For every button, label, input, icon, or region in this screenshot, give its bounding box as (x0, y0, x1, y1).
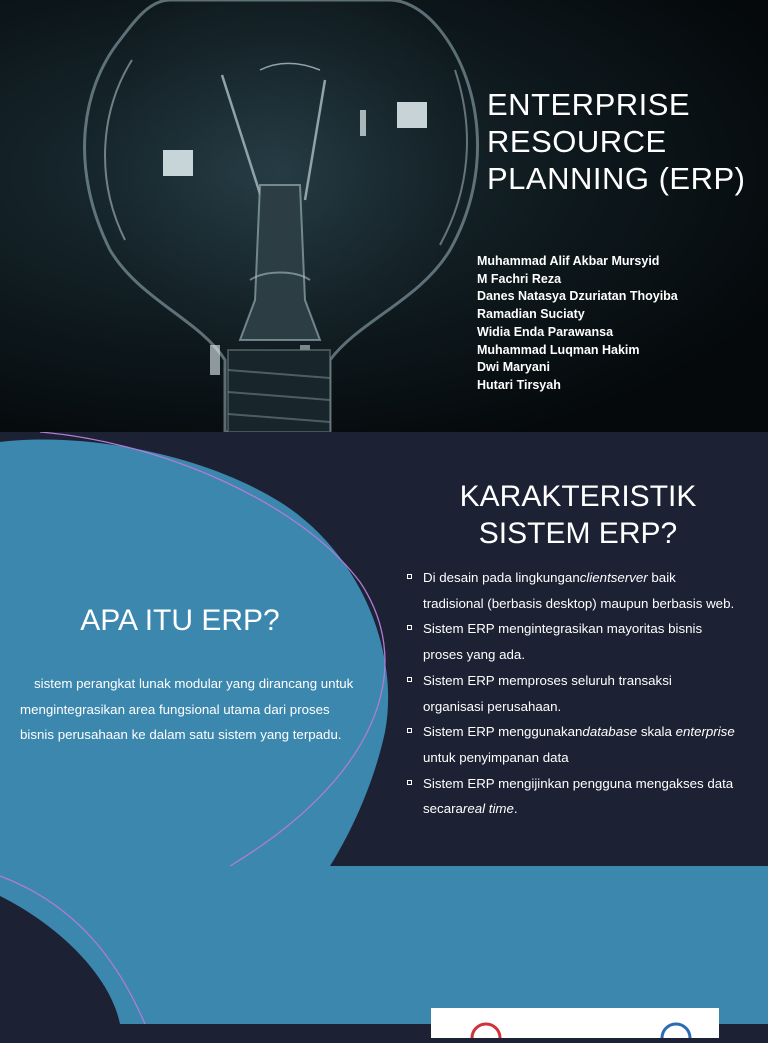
author-name: Dwi Maryani (477, 360, 550, 375)
author-name: M Fachri Reza (477, 271, 562, 286)
list-item: Di desain pada lingkunganclientserver baik tradisional (berbasis desktop) maupun berbasis web. (405, 565, 735, 616)
question-title: APA ITU ERP? (80, 604, 280, 637)
slide-title (0, 0, 768, 432)
characteristics-list (405, 565, 735, 822)
list-item: Sistem ERP memproses seluruh transaksi organisasi perusahaan. (405, 668, 735, 719)
square-bullet-icon (407, 780, 412, 785)
logo-icon (431, 1008, 719, 1038)
square-bullet-icon (407, 677, 412, 682)
author-name: Ramadian Suciaty (477, 307, 585, 322)
image-placeholder (431, 1008, 719, 1038)
characteristics-title: KARAKTERISTIK SISTEM ERP? (459, 480, 697, 550)
decorative-blob (0, 866, 768, 1024)
square-bullet-icon (407, 728, 412, 733)
list-item: Sistem ERP mengintegrasikan mayoritas bisnis proses yang ada. (405, 616, 735, 667)
author-name: Muhammad Alif Akbar Mursyid (477, 254, 660, 268)
list-item: Sistem ERP mengijinkan pengguna mengakses data secarareal time. (405, 771, 735, 822)
author-name: Widia Enda Parawansa (477, 324, 614, 339)
square-bullet-icon (407, 574, 412, 579)
author-name: Muhammad Luqman Hakim (477, 342, 640, 357)
author-list (477, 253, 678, 395)
list-item: Sistem ERP menggunakandatabase skala enterprise untuk penyimpanan data (405, 719, 735, 770)
square-bullet-icon (407, 625, 412, 630)
slide-next (0, 866, 768, 1024)
author-name: Hutari Tirsyah (477, 377, 561, 392)
question-description: sistem perangkat lunak modular yang dirancang untuk mengintegrasikan area fungsional utama dari proses bisnis perusahaan ke dalam satu sistem yang terpadu. (20, 676, 354, 742)
presentation-title: ENTERPRISE RESOURCE PLANNING (ERP) (487, 87, 746, 196)
author-name: Danes Natasya Dzuriatan Thoyiba (477, 289, 678, 304)
